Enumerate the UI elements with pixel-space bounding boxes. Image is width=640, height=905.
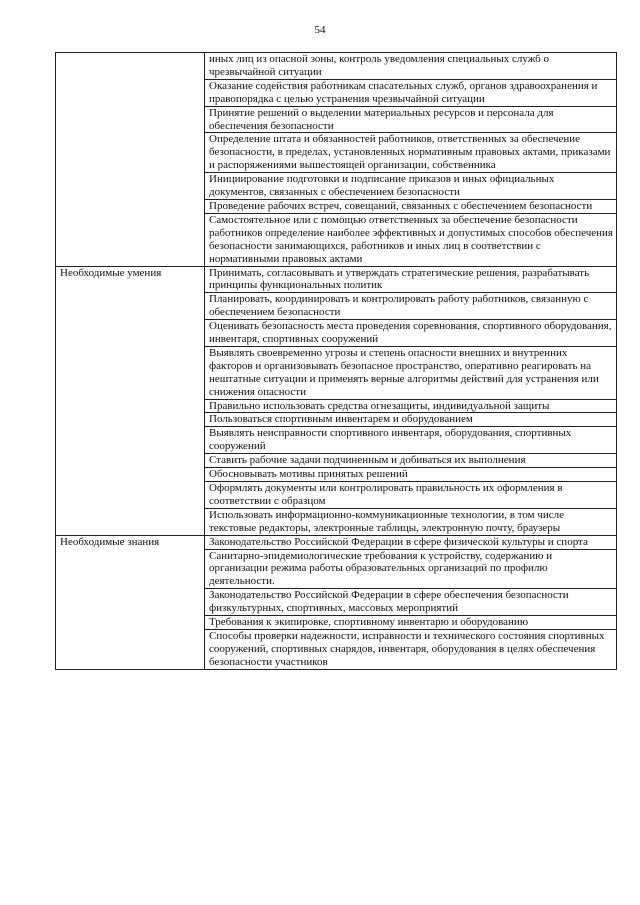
requirement-text-cell: Использовать информационно-коммуникационные технологии, в том числе текстовые редакторы, электронные таблицы, электронную почту, браузеры: [205, 508, 617, 535]
continued-row: [56, 53, 617, 80]
requirement-text-cell: Проведение рабочих встреч, совещаний, связанных с обеспечением безопасности: [205, 199, 617, 213]
requirement-text-cell: Пользоваться спортивным инвентарем и оборудованием: [205, 413, 617, 427]
requirement-text-cell: Самостоятельное или с помощью ответственных за обеспечение безопасности работников определение наиболее эффективных и допустимых способов обеспечения безопасности занимающихся, работников и иных лиц в соответствии с нормативными правовых актами: [205, 213, 617, 266]
requirement-text-cell: Планировать, координировать и контролировать работу работников, связанную с обеспечением безопасности: [205, 293, 617, 320]
section-label-cell: Необходимые знания: [56, 535, 205, 669]
skills-row: [56, 266, 617, 293]
requirement-text-cell: Способы проверки надежности, исправности и технического состояния спортивных сооружений, спортивных снарядов, инвентаря, оборудования в целях обеспечения безопасности участников: [205, 629, 617, 669]
requirement-text-cell: Выявлять неисправности спортивного инвентаря, оборудования, спортивных сооружений: [205, 427, 617, 454]
requirement-text-cell: Определение штата и обязанностей работников, ответственных за обеспечение безопасности, в пределах, установленных нормативным правовых актами, приказами и распоряжениями вышестоящей организации, собственника: [205, 133, 617, 173]
requirement-text-cell: Оказание содействия работникам спасательных служб, органов здравоохранения и правопорядка с целью устранения чрезвычайной ситуации: [205, 79, 617, 106]
requirement-text-cell: Выявлять своевременно угрозы и степень опасности внешних и внутренних факторов и организовывать безопасное пространство, оперативно реагировать на нештатные ситуации и применять верные алгоритмы действий для устранения или снижения опасности: [205, 346, 617, 399]
requirement-text-cell: Законодательство Российской Федерации в сфере обеспечения безопасности физкультурных, спортивных, массовых мероприятий: [205, 589, 617, 616]
requirement-text-cell: Обосновывать мотивы принятых решений: [205, 468, 617, 482]
requirement-text-cell: Санитарно-эпидемиологические требования к устройству, содержанию и организации режима работы образовательных организаций по профилю деятельности.: [205, 549, 617, 589]
requirement-text-cell: Правильно использовать средства огнезащиты, индивидуальной защиты: [205, 399, 617, 413]
section-label-cell: Необходимые умения: [56, 266, 205, 535]
requirement-text-cell: Принимать, согласовывать и утверждать стратегические решения, разрабатывать принципы функциональных политик: [205, 266, 617, 293]
requirements-table: [55, 52, 617, 670]
requirement-text-cell: иных лиц из опасной зоны, контроль уведомления специальных служб о чрезвычайной ситуации: [205, 53, 617, 80]
requirement-text-cell: Инициирование подготовки и подписание приказов и иных официальных документов, связанных с обеспечением безопасности: [205, 173, 617, 200]
requirement-text-cell: Оценивать безопасность места проведения соревнования, спортивного оборудования, инвентаря, спортивных сооружений: [205, 320, 617, 347]
knowledge-row: [56, 535, 617, 549]
requirement-text-cell: Принятие решений о выделении материальных ресурсов и персонала для обеспечения безопасности: [205, 106, 617, 133]
section-label-cell: [56, 53, 205, 267]
requirement-text-cell: Требования к экипировке, спортивному инвентарю и оборудованию: [205, 616, 617, 630]
requirements-table-body: [56, 53, 617, 670]
requirement-text-cell: Ставить рабочие задачи подчиненным и добиваться их выполнения: [205, 454, 617, 468]
requirement-text-cell: Оформлять документы или контролировать правильность их оформления в соответствии с образцом: [205, 482, 617, 509]
requirement-text-cell: Законодательство Российской Федерации в сфере физической культуры и спорта: [205, 535, 617, 549]
page-number: 54: [314, 24, 326, 36]
